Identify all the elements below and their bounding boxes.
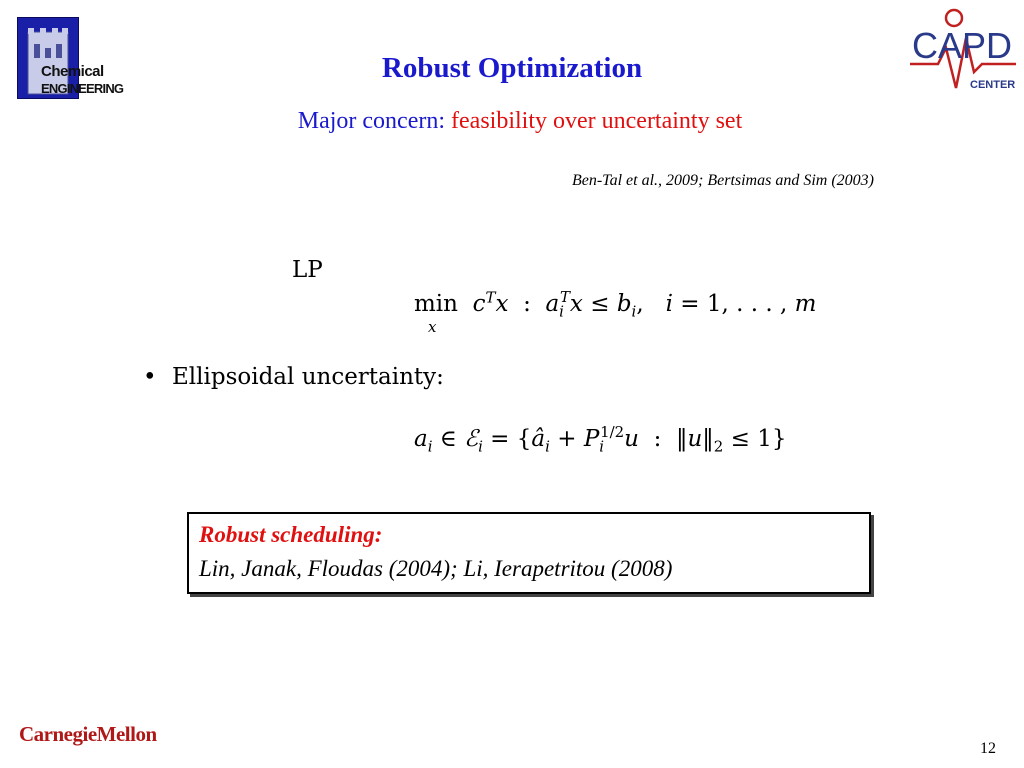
robust-scheduling-box <box>187 512 871 594</box>
che-logo-line1: Chemical <box>41 63 104 80</box>
box-title: Robust scheduling: <box>199 522 383 547</box>
bullet-marker: • <box>143 364 157 390</box>
capd-logo-sub: CENTER <box>970 79 1016 91</box>
lp-label: LP <box>292 257 323 283</box>
ellipsoid-formula: $a_i$ ∈ ℰ$_i$ = {$â_i + P_i^{1/2}u$ : $‖u‖_2 \le 1$} <box>414 423 787 456</box>
che-logo-line2: ENGINEERING <box>41 81 124 96</box>
carnegie-mellon-logo: CarnegieMellon <box>19 722 157 746</box>
capd-logo-text: CAPD <box>912 25 1013 66</box>
citation: Ben-Tal et al., 2009; Bertsimas and Sim (2003) <box>571 172 874 189</box>
slide-title: Robust Optimization <box>381 52 643 84</box>
box-references: Lin, Janak, Floudas (2004); Li, Ierapetritou (2008) <box>199 556 673 581</box>
subtitle-prefix: Major concern: <box>297 108 452 134</box>
slide-subtitle <box>0 108 1024 135</box>
bullet-text: Ellipsoidal uncertainty: <box>172 364 444 390</box>
subtitle-highlight: feasibility over uncertainty set <box>451 108 743 134</box>
page-number: 12 <box>980 740 996 757</box>
min-subscript: x <box>428 318 437 336</box>
lp-formula: $\min c^Tx$ : $a_i^Tx \le b_i$, i = 1, . . . , m <box>414 288 817 321</box>
